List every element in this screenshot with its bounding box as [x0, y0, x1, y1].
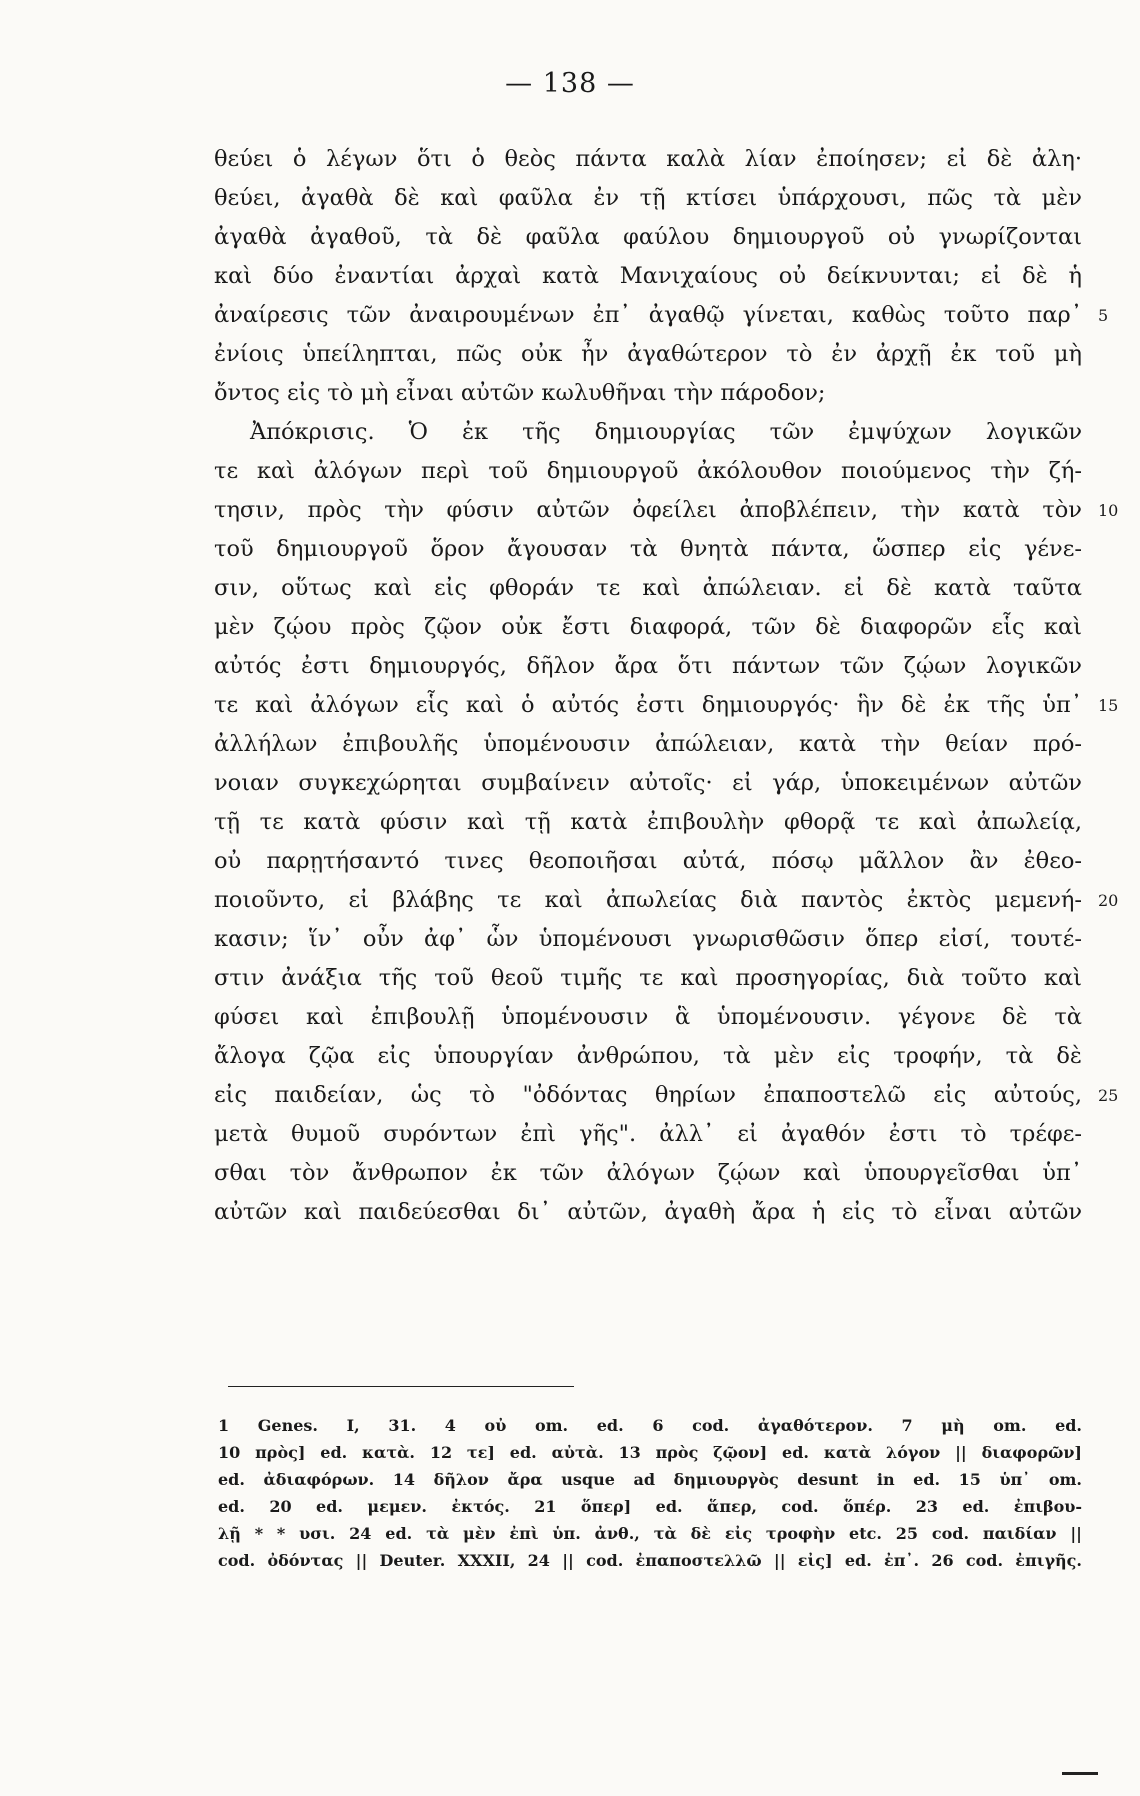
text-line: θεύει ὁ λέγων ὅτι ὁ θεὸς πάντα καλὰ λίαν ἐποίησεν; εἰ δὲ ἀλη·: [214, 146, 1082, 172]
text-line: τῇ τε κατὰ φύσιν καὶ τῇ κατὰ ἐπιβουλὴν φθορᾷ τε καὶ ἀπωλείᾳ,: [214, 809, 1082, 835]
line-number-5: 5: [1098, 306, 1109, 325]
main-text: [214, 140, 1082, 1232]
footnote-line: ed. ἀδιαφόρων. 14 δῆλον ἄρα usque ad δημιουργὸς desunt in ed. 15 ὑπ᾽ om.: [218, 1470, 1082, 1489]
text-line: μὲν ζῴου πρὸς ζῷον οὐκ ἔστι διαφορά, τῶν δὲ διαφορῶν εἷς καὶ: [214, 614, 1082, 640]
text-line: θεύει, ἀγαθὰ δὲ καὶ φαῦλα ἐν τῇ κτίσει ὑπάρχουσι, πῶς τὰ μὲν: [214, 185, 1082, 211]
text-line: τοῦ δημιουργοῦ ὅρον ἄγουσαν τὰ θνητὰ πάντα, ὥσπερ εἰς γένε-: [214, 536, 1082, 562]
line-number-10: 10: [1098, 501, 1119, 520]
page-number: — 138 —: [505, 68, 635, 99]
line-number-20: 20: [1098, 891, 1119, 910]
text-line: οὐ παρῃτήσαντό τινες θεοποιῆσαι αὐτά, πόσῳ μᾶλλον ἂν ἐθεο-: [214, 848, 1082, 874]
text-line: ὄντος εἰς τὸ μὴ εἶναι αὐτῶν κωλυθῆναι τὴν πάροδον;: [214, 380, 826, 406]
text-line: εἰς παιδείαν, ὡς τὸ "ὀδόντας θηρίων ἐπαποστελῶ εἰς αὐτούς,: [214, 1082, 1082, 1108]
footnote-separator: [228, 1386, 574, 1387]
corner-dash: [1062, 1772, 1098, 1775]
text-line: τε καὶ ἀλόγων περὶ τοῦ δημιουργοῦ ἀκόλουθον ποιούμενος τὴν ζή-: [214, 458, 1082, 484]
text-line: νοιαν συγκεχώρηται συμβαίνειν αὐτοῖς· εἰ γάρ, ὑποκειμένων αὐτῶν: [214, 770, 1082, 796]
text-line: ἐνίοις ὑπείληπται, πῶς οὐκ ἦν ἀγαθώτερον τὸ ἐν ἀρχῇ ἐκ τοῦ μὴ: [214, 341, 1082, 367]
text-line: τε καὶ ἀλόγων εἷς καὶ ὁ αὐτός ἐστι δημιουργός· ἣν δὲ ἐκ τῆς ὑπ᾽: [214, 692, 1082, 718]
text-line: σθαι τὸν ἄνθρωπον ἐκ τῶν ἀλόγων ζῴων καὶ ὑπουργεῖσθαι ὑπ᾽: [214, 1160, 1082, 1186]
text-line: ἄλογα ζῷα εἰς ὑπουργίαν ἀνθρώπου, τὰ μὲν εἰς τροφήν, τὰ δὲ: [214, 1043, 1082, 1069]
text-line: Ἀπόκρισις. Ὁ ἐκ τῆς δημιουργίας τῶν ἐμψύχων λογικῶν: [250, 419, 1082, 445]
text-line: ἀναίρεσις τῶν ἀναιρουμένων ἐπ᾽ ἀγαθῷ γίνεται, καθὼς τοῦτο παρ᾽: [214, 302, 1082, 328]
text-line: ἀλλήλων ἐπιβουλῆς ὑπομένουσιν ἀπώλειαν, κατὰ τὴν θείαν πρό-: [214, 731, 1082, 757]
footnote-line: ed. 20 ed. μεμεν. ἐκτός. 21 ὅπερ] ed. ἅπερ, cod. ὅπέρ. 23 ed. ἐπιβου-: [218, 1497, 1082, 1516]
text-line: σιν, οὕτως καὶ εἰς φθοράν τε καὶ ἀπώλειαν. εἰ δὲ κατὰ ταῦτα: [214, 575, 1082, 601]
text-line: αὐτός ἐστι δημιουργός, δῆλον ἄρα ὅτι πάντων τῶν ζῴων λογικῶν: [214, 653, 1082, 679]
footnote-line: 10 πρὸς] ed. κατὰ. 12 τε] ed. αὐτὰ. 13 πρὸς ζῷον] ed. κατὰ λόγον || διαφορῶν]: [218, 1443, 1082, 1462]
text-line: κασιν; ἵν᾽ οὖν ἀφ᾽ ὧν ὑπομένουσι γνωρισθῶσιν ὅπερ εἰσί, τουτέ-: [214, 926, 1082, 952]
text-line: καὶ δύο ἐναντίαι ἀρχαὶ κατὰ Μανιχαίους οὐ δείκνυνται; εἰ δὲ ἡ: [214, 263, 1082, 289]
footnote-line: λῇ * * υσι. 24 ed. τὰ μὲν ἐπὶ ὑπ. ἀνθ., τὰ δὲ εἰς τροφὴν etc. 25 cod. παιδίαν ||: [218, 1524, 1082, 1543]
line-number-15: 15: [1098, 696, 1119, 715]
line-number-25: 25: [1098, 1086, 1119, 1105]
text-line: φύσει καὶ ἐπιβουλῇ ὑπομένουσιν ἃ ὑπομένουσιν. γέγονε δὲ τὰ: [214, 1004, 1082, 1030]
footnotes: [218, 1412, 1082, 1574]
text-line: στιν ἀνάξια τῆς τοῦ θεοῦ τιμῆς τε καὶ προσηγορίας, διὰ τοῦτο καὶ: [214, 965, 1082, 991]
footnote-line: cod. ὀδόντας || Deuter. XXXII, 24 || cod. ἐπαποστελλῶ || εἰς] ed. ἐπ᾽. 26 cod. ἐπιγῆς.: [218, 1551, 1082, 1570]
text-line: μετὰ θυμοῦ συρόντων ἐπὶ γῆς". ἀλλ᾽ εἰ ἀγαθόν ἐστι τὸ τρέφε-: [214, 1121, 1082, 1147]
text-line: τησιν, πρὸς τὴν φύσιν αὐτῶν ὀφείλει ἀποβλέπειν, τὴν κατὰ τὸν: [214, 497, 1082, 523]
text-line: ἀγαθὰ ἀγαθοῦ, τὰ δὲ φαῦλα φαύλου δημιουργοῦ οὐ γνωρίζονται: [214, 224, 1082, 250]
footnote-line: 1 Genes. I, 31. 4 οὐ om. ed. 6 cod. ἀγαθότερον. 7 μὴ om. ed.: [218, 1416, 1082, 1435]
text-line: ποιοῦντο, εἰ βλάβης τε καὶ ἀπωλείας διὰ παντὸς ἐκτὸς μεμενή-: [214, 887, 1082, 913]
text-line: αὐτῶν καὶ παιδεύεσθαι δι᾽ αὐτῶν, ἀγαθὴ ἄρα ἡ εἰς τὸ εἶναι αὐτῶν: [214, 1199, 1082, 1225]
